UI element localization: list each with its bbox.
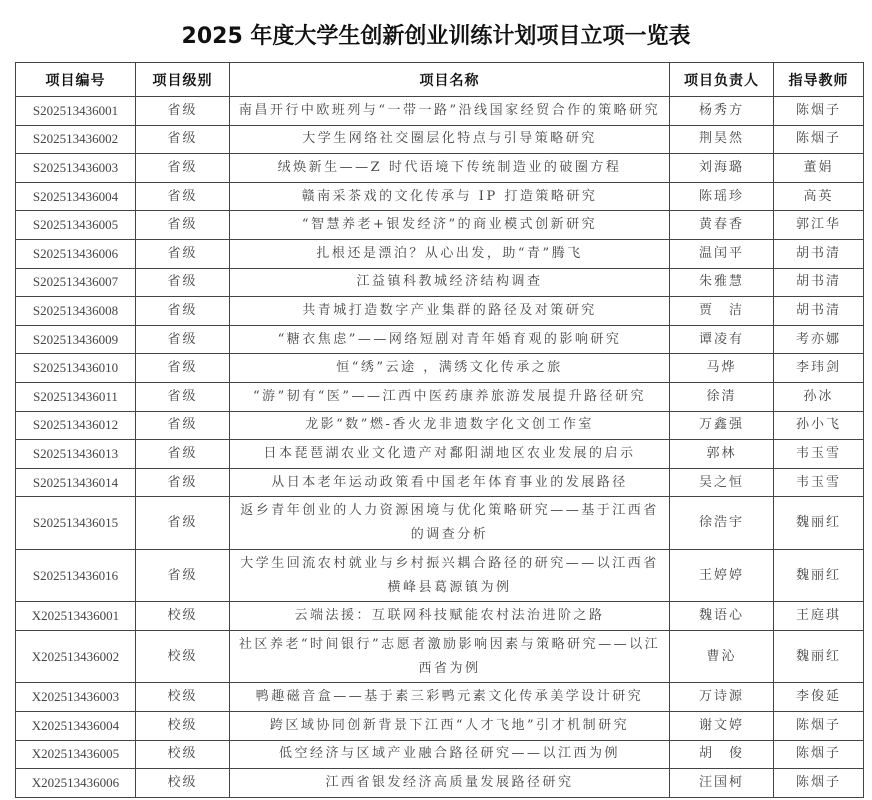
header-project-leader: 项目负责人 (670, 63, 774, 97)
cell-project-leader: 马烨 (670, 354, 774, 383)
cell-project-id: X202513436005 (16, 740, 136, 769)
cell-project-level: 省级 (136, 411, 230, 440)
cell-advisor: 韦玉雪 (774, 468, 864, 497)
cell-project-leader: 朱雅慧 (670, 268, 774, 297)
table-row (16, 630, 864, 683)
cell-project-id: S202513436014 (16, 468, 136, 497)
cell-advisor: 韦玉雪 (774, 440, 864, 469)
cell-advisor: 考亦娜 (774, 325, 864, 354)
cell-advisor: 陈烟子 (774, 769, 864, 798)
table-row (16, 497, 864, 550)
cell-project-id: S202513436015 (16, 497, 136, 550)
cell-project-leader: 刘海璐 (670, 154, 774, 183)
table-row (16, 440, 864, 469)
cell-project-level: 校级 (136, 630, 230, 683)
cell-project-name: 共青城打造数字产业集群的路径及对策研究 (230, 297, 670, 326)
cell-project-level: 校级 (136, 740, 230, 769)
cell-project-name: 江益镇科教城经济结构调查 (230, 268, 670, 297)
cell-advisor: 孙小飞 (774, 411, 864, 440)
table-row (16, 712, 864, 741)
cell-project-leader: 吴之恒 (670, 468, 774, 497)
cell-advisor: 魏丽红 (774, 549, 864, 602)
cell-project-leader: 曹沁 (670, 630, 774, 683)
cell-project-leader: 荆昊然 (670, 125, 774, 154)
table-row (16, 602, 864, 631)
cell-project-id: X202513436004 (16, 712, 136, 741)
cell-advisor: 王庭琪 (774, 602, 864, 631)
cell-project-name: 日本琵琶湖农业文化遗产对鄱阳湖地区农业发展的启示 (230, 440, 670, 469)
cell-project-name: “游”韧有“医”——江西中医药康养旅游发展提升路径研究 (230, 382, 670, 411)
header-project-level: 项目级别 (136, 63, 230, 97)
table-row (16, 125, 864, 154)
cell-project-leader: 王婷婷 (670, 549, 774, 602)
cell-project-leader: 魏语心 (670, 602, 774, 631)
cell-project-id: S202513436006 (16, 239, 136, 268)
cell-project-id: X202513436002 (16, 630, 136, 683)
cell-project-level: 省级 (136, 468, 230, 497)
cell-advisor: 李玮剑 (774, 354, 864, 383)
cell-project-name: 返乡青年创业的人力资源困境与优化策略研究——基于江西省的调查分析 (230, 497, 670, 550)
cell-advisor: 陈烟子 (774, 125, 864, 154)
cell-project-leader: 万诗源 (670, 683, 774, 712)
cell-project-leader: 徐浩宇 (670, 497, 774, 550)
table-row (16, 182, 864, 211)
cell-advisor: 胡书清 (774, 268, 864, 297)
document-title: 2025 年度大学生创新创业训练计划项目立项一览表 (181, 23, 691, 49)
cell-project-id: S202513436001 (16, 97, 136, 126)
cell-project-name: 大学生回流农村就业与乡村振兴耦合路径的研究——以江西省横峰县葛源镇为例 (230, 549, 670, 602)
cell-project-name: 跨区域协同创新背景下江西“人才飞地”引才机制研究 (230, 712, 670, 741)
table-row (16, 154, 864, 183)
cell-project-name: 绒焕新生——Z 时代语境下传统制造业的破圈方程 (230, 154, 670, 183)
cell-project-leader: 黄春香 (670, 211, 774, 240)
cell-project-id: S202513436012 (16, 411, 136, 440)
table-row (16, 325, 864, 354)
cell-project-id: S202513436007 (16, 268, 136, 297)
header-project-name: 项目名称 (230, 63, 670, 97)
cell-advisor: 胡书清 (774, 297, 864, 326)
table-row (16, 382, 864, 411)
cell-advisor: 魏丽红 (774, 497, 864, 550)
cell-project-name: 低空经济与区域产业融合路径研究——以江西为例 (230, 740, 670, 769)
cell-project-name: 鸭趣磁音盒——基于素三彩鸭元素文化传承美学设计研究 (230, 683, 670, 712)
table-row (16, 354, 864, 383)
cell-project-level: 省级 (136, 182, 230, 211)
cell-project-leader: 陈瑶珍 (670, 182, 774, 211)
cell-advisor: 李俊延 (774, 683, 864, 712)
cell-project-level: 省级 (136, 325, 230, 354)
header-advisor: 指导教师 (774, 63, 864, 97)
table-row (16, 683, 864, 712)
cell-project-level: 省级 (136, 268, 230, 297)
cell-project-id: S202513436013 (16, 440, 136, 469)
cell-advisor: 董娟 (774, 154, 864, 183)
table-body (16, 97, 864, 798)
cell-project-id: S202513436002 (16, 125, 136, 154)
cell-advisor: 陈烟子 (774, 712, 864, 741)
cell-project-level: 校级 (136, 683, 230, 712)
cell-project-level: 省级 (136, 549, 230, 602)
cell-advisor: 郭江华 (774, 211, 864, 240)
table-header-row (16, 63, 864, 97)
cell-project-level: 省级 (136, 354, 230, 383)
cell-project-name: 南昌开行中欧班列与“一带一路”沿线国家经贸合作的策略研究 (230, 97, 670, 126)
cell-project-name: 云端法援：互联网科技赋能农村法治进阶之路 (230, 602, 670, 631)
cell-project-level: 省级 (136, 297, 230, 326)
cell-project-id: S202513436005 (16, 211, 136, 240)
cell-project-name: “智慧养老+银发经济”的商业模式创新研究 (230, 211, 670, 240)
cell-project-name: 大学生网络社交圈层化特点与引导策略研究 (230, 125, 670, 154)
cell-advisor: 陈烟子 (774, 740, 864, 769)
cell-project-level: 省级 (136, 97, 230, 126)
cell-advisor: 魏丽红 (774, 630, 864, 683)
cell-project-name: 江西省银发经济高质量发展路径研究 (230, 769, 670, 798)
cell-advisor: 高英 (774, 182, 864, 211)
cell-project-leader: 谭凌有 (670, 325, 774, 354)
cell-project-level: 省级 (136, 440, 230, 469)
cell-project-level: 省级 (136, 125, 230, 154)
table-row (16, 97, 864, 126)
cell-project-name: 赣南采茶戏的文化传承与 IP 打造策略研究 (230, 182, 670, 211)
table-row (16, 468, 864, 497)
cell-project-leader: 贾 洁 (670, 297, 774, 326)
cell-project-name: 社区养老“时间银行”志愿者激励影响因素与策略研究——以江西省为例 (230, 630, 670, 683)
table-row (16, 769, 864, 798)
project-list-table (15, 62, 864, 798)
cell-project-id: S202513436010 (16, 354, 136, 383)
cell-project-id: X202513436003 (16, 683, 136, 712)
cell-project-leader: 郭林 (670, 440, 774, 469)
cell-project-id: S202513436008 (16, 297, 136, 326)
cell-project-level: 省级 (136, 382, 230, 411)
table-row (16, 239, 864, 268)
cell-project-id: X202513436006 (16, 769, 136, 798)
cell-advisor: 孙冰 (774, 382, 864, 411)
cell-project-level: 校级 (136, 602, 230, 631)
cell-project-id: S202513436016 (16, 549, 136, 602)
cell-project-name: 扎根还是漂泊？从心出发，助“青”腾飞 (230, 239, 670, 268)
cell-project-leader: 汪国柯 (670, 769, 774, 798)
cell-project-id: S202513436003 (16, 154, 136, 183)
cell-project-leader: 温闰平 (670, 239, 774, 268)
table-row (16, 268, 864, 297)
cell-project-id: S202513436009 (16, 325, 136, 354)
cell-advisor: 陈烟子 (774, 97, 864, 126)
cell-project-level: 省级 (136, 154, 230, 183)
cell-project-leader: 胡 俊 (670, 740, 774, 769)
cell-project-leader: 杨秀方 (670, 97, 774, 126)
cell-project-id: X202513436001 (16, 602, 136, 631)
cell-project-level: 校级 (136, 769, 230, 798)
cell-project-level: 省级 (136, 211, 230, 240)
cell-project-name: 从日本老年运动政策看中国老年体育事业的发展路径 (230, 468, 670, 497)
header-project-id: 项目编号 (16, 63, 136, 97)
table-row (16, 211, 864, 240)
cell-project-leader: 万鑫强 (670, 411, 774, 440)
table-row (16, 297, 864, 326)
table-row (16, 411, 864, 440)
cell-advisor: 胡书清 (774, 239, 864, 268)
cell-project-name: “糖衣焦虑”——网络短剧对青年婚育观的影响研究 (230, 325, 670, 354)
cell-project-level: 省级 (136, 497, 230, 550)
cell-project-level: 省级 (136, 239, 230, 268)
cell-project-id: S202513436004 (16, 182, 136, 211)
cell-project-id: S202513436011 (16, 382, 136, 411)
cell-project-level: 校级 (136, 712, 230, 741)
cell-project-leader: 徐清 (670, 382, 774, 411)
cell-project-name: 恒“绣”云途 ，满绣文化传承之旅 (230, 354, 670, 383)
table-row (16, 549, 864, 602)
cell-project-name: 龙影“数”燃-香火龙非遗数字化文创工作室 (230, 411, 670, 440)
cell-project-leader: 谢文婷 (670, 712, 774, 741)
table-row (16, 740, 864, 769)
